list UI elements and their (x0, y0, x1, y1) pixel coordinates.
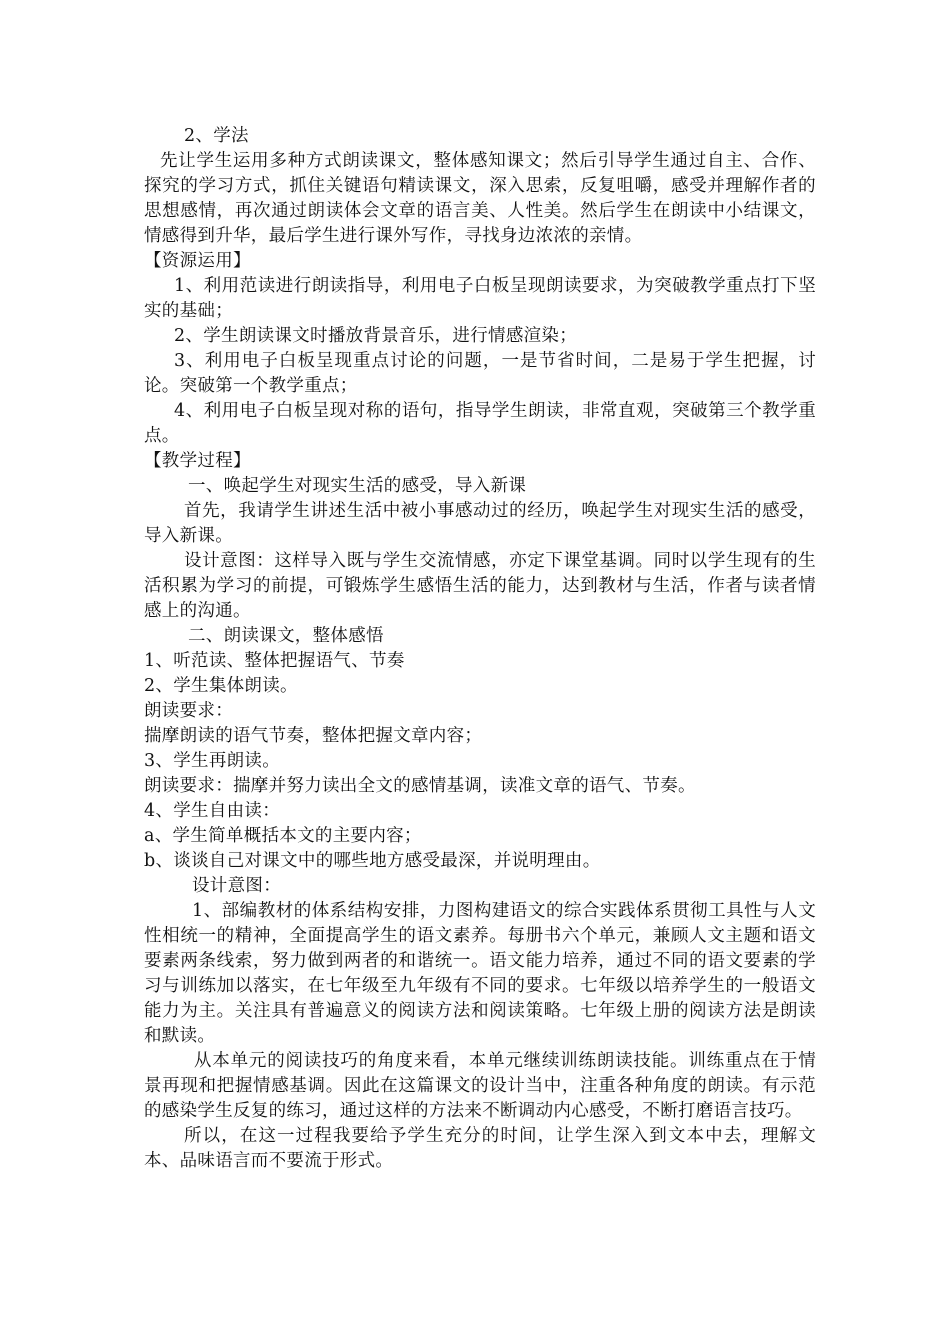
step-heading-2: 二、朗读课文，整体感悟 (188, 626, 384, 646)
reading-subitem-a: a、学生简单概括本文的主要内容； (144, 826, 422, 846)
step-heading-1: 一、唤起学生对现实生活的感受，导入新课 (188, 476, 527, 496)
reading-item-2: 2、学生集体朗读。 (144, 676, 298, 696)
resource-item-2: 2、学生朗读课文时播放背景音乐，进行情感渲染； (174, 326, 578, 346)
reading-requirement-2: 朗读要求：揣摩并努力读出全文的感情基调，读准文章的语气、节奏。 (144, 776, 696, 796)
reading-item-1: 1、听范读、整体把握语气、节奏 (144, 651, 405, 671)
reading-item-4: 4、学生自由读： (144, 801, 281, 821)
section-heading-study-method: 2、学法 (184, 126, 249, 146)
reading-item-3: 3、学生再朗读。 (144, 751, 281, 771)
paragraph-intro: 首先，我请学生讲述生活中被小事感动过的经历，唤起学生对现实生活的感受，导入新课。 (144, 501, 816, 546)
paragraph-conclusion: 所以，在这一过程我要给予学生充分的时间，让学生深入到文本中去，理解文本、品味语言而不要流于形式。 (144, 1126, 816, 1171)
resource-item-4: 4、利用电子白板呈现对称的语句，指导学生朗读，非常直观，突破第三个教学重点。 (144, 401, 816, 446)
resource-item-1: 1、利用范读进行朗读指导，利用电子白板呈现朗读要求，为突破教学重点打下坚实的基础； (144, 276, 816, 321)
paragraph-design-intent-2: 1、部编教材的体系结构安排，力图构建语文的综合实践体系贯彻工具性与人文性相统一的精神，全面提高学生的语文素养。每册书六个单元，兼顾人文主题和语文要素两条线索，努力做到两者的和谐统一。语文能力培养，通过不同的语文要素的学习与训练加以落实，在七年级至九年级有不同的要求。七年级以培养学生的一般语文能力为主。关注具有普遍意义的阅读方法和阅读策略。七年级上册的阅读方法是朗读和默读。 (144, 901, 816, 1046)
paragraph-unit-skills: 从本单元的阅读技巧的角度来看，本单元继续训练朗读技能。训练重点在于情景再现和把握情感基调。因此在这篇课文的设计当中，注重各种角度的朗读。有示范的感染学生反复的练习，通过这样的方法来不断调动内心感受，不断打磨语言技巧。 (144, 1051, 816, 1121)
design-intent-label: 设计意图： (192, 876, 281, 896)
section-heading-resources: 【资源运用】 (144, 251, 251, 271)
reading-subitem-b: b、谈谈自己对课文中的哪些地方感受最深，并说明理由。 (144, 851, 601, 871)
paragraph-study-method: 先让学生运用多种方式朗读课文，整体感知课文；然后引导学生通过自主、合作、探究的学习方式，抓住关键语句精读课文，深入思索，反复咀嚼，感受并理解作者的思想感情，再次通过朗读体会文章的语言美、人性美。然后学生在朗读中小结课文，情感得到升华，最后学生进行课外写作，寻找身边浓浓的亲情。 (144, 151, 816, 246)
section-heading-teaching-process: 【教学过程】 (144, 451, 251, 471)
document-body (144, 124, 816, 1174)
reading-requirement-1: 揣摩朗读的语气节奏，整体把握文章内容； (144, 726, 483, 746)
paragraph-design-intent-1: 设计意图：这样导入既与学生交流情感，亦定下课堂基调。同时以学生现有的生活积累为学习的前提，可锻炼学生感悟生活的能力，达到教材与生活，作者与读者情感上的沟通。 (144, 551, 816, 621)
resource-item-3: 3、利用电子白板呈现重点讨论的问题，一是节省时间，二是易于学生把握，讨论。突破第一个教学重点； (144, 351, 816, 396)
reading-requirement-label: 朗读要求： (144, 701, 233, 721)
